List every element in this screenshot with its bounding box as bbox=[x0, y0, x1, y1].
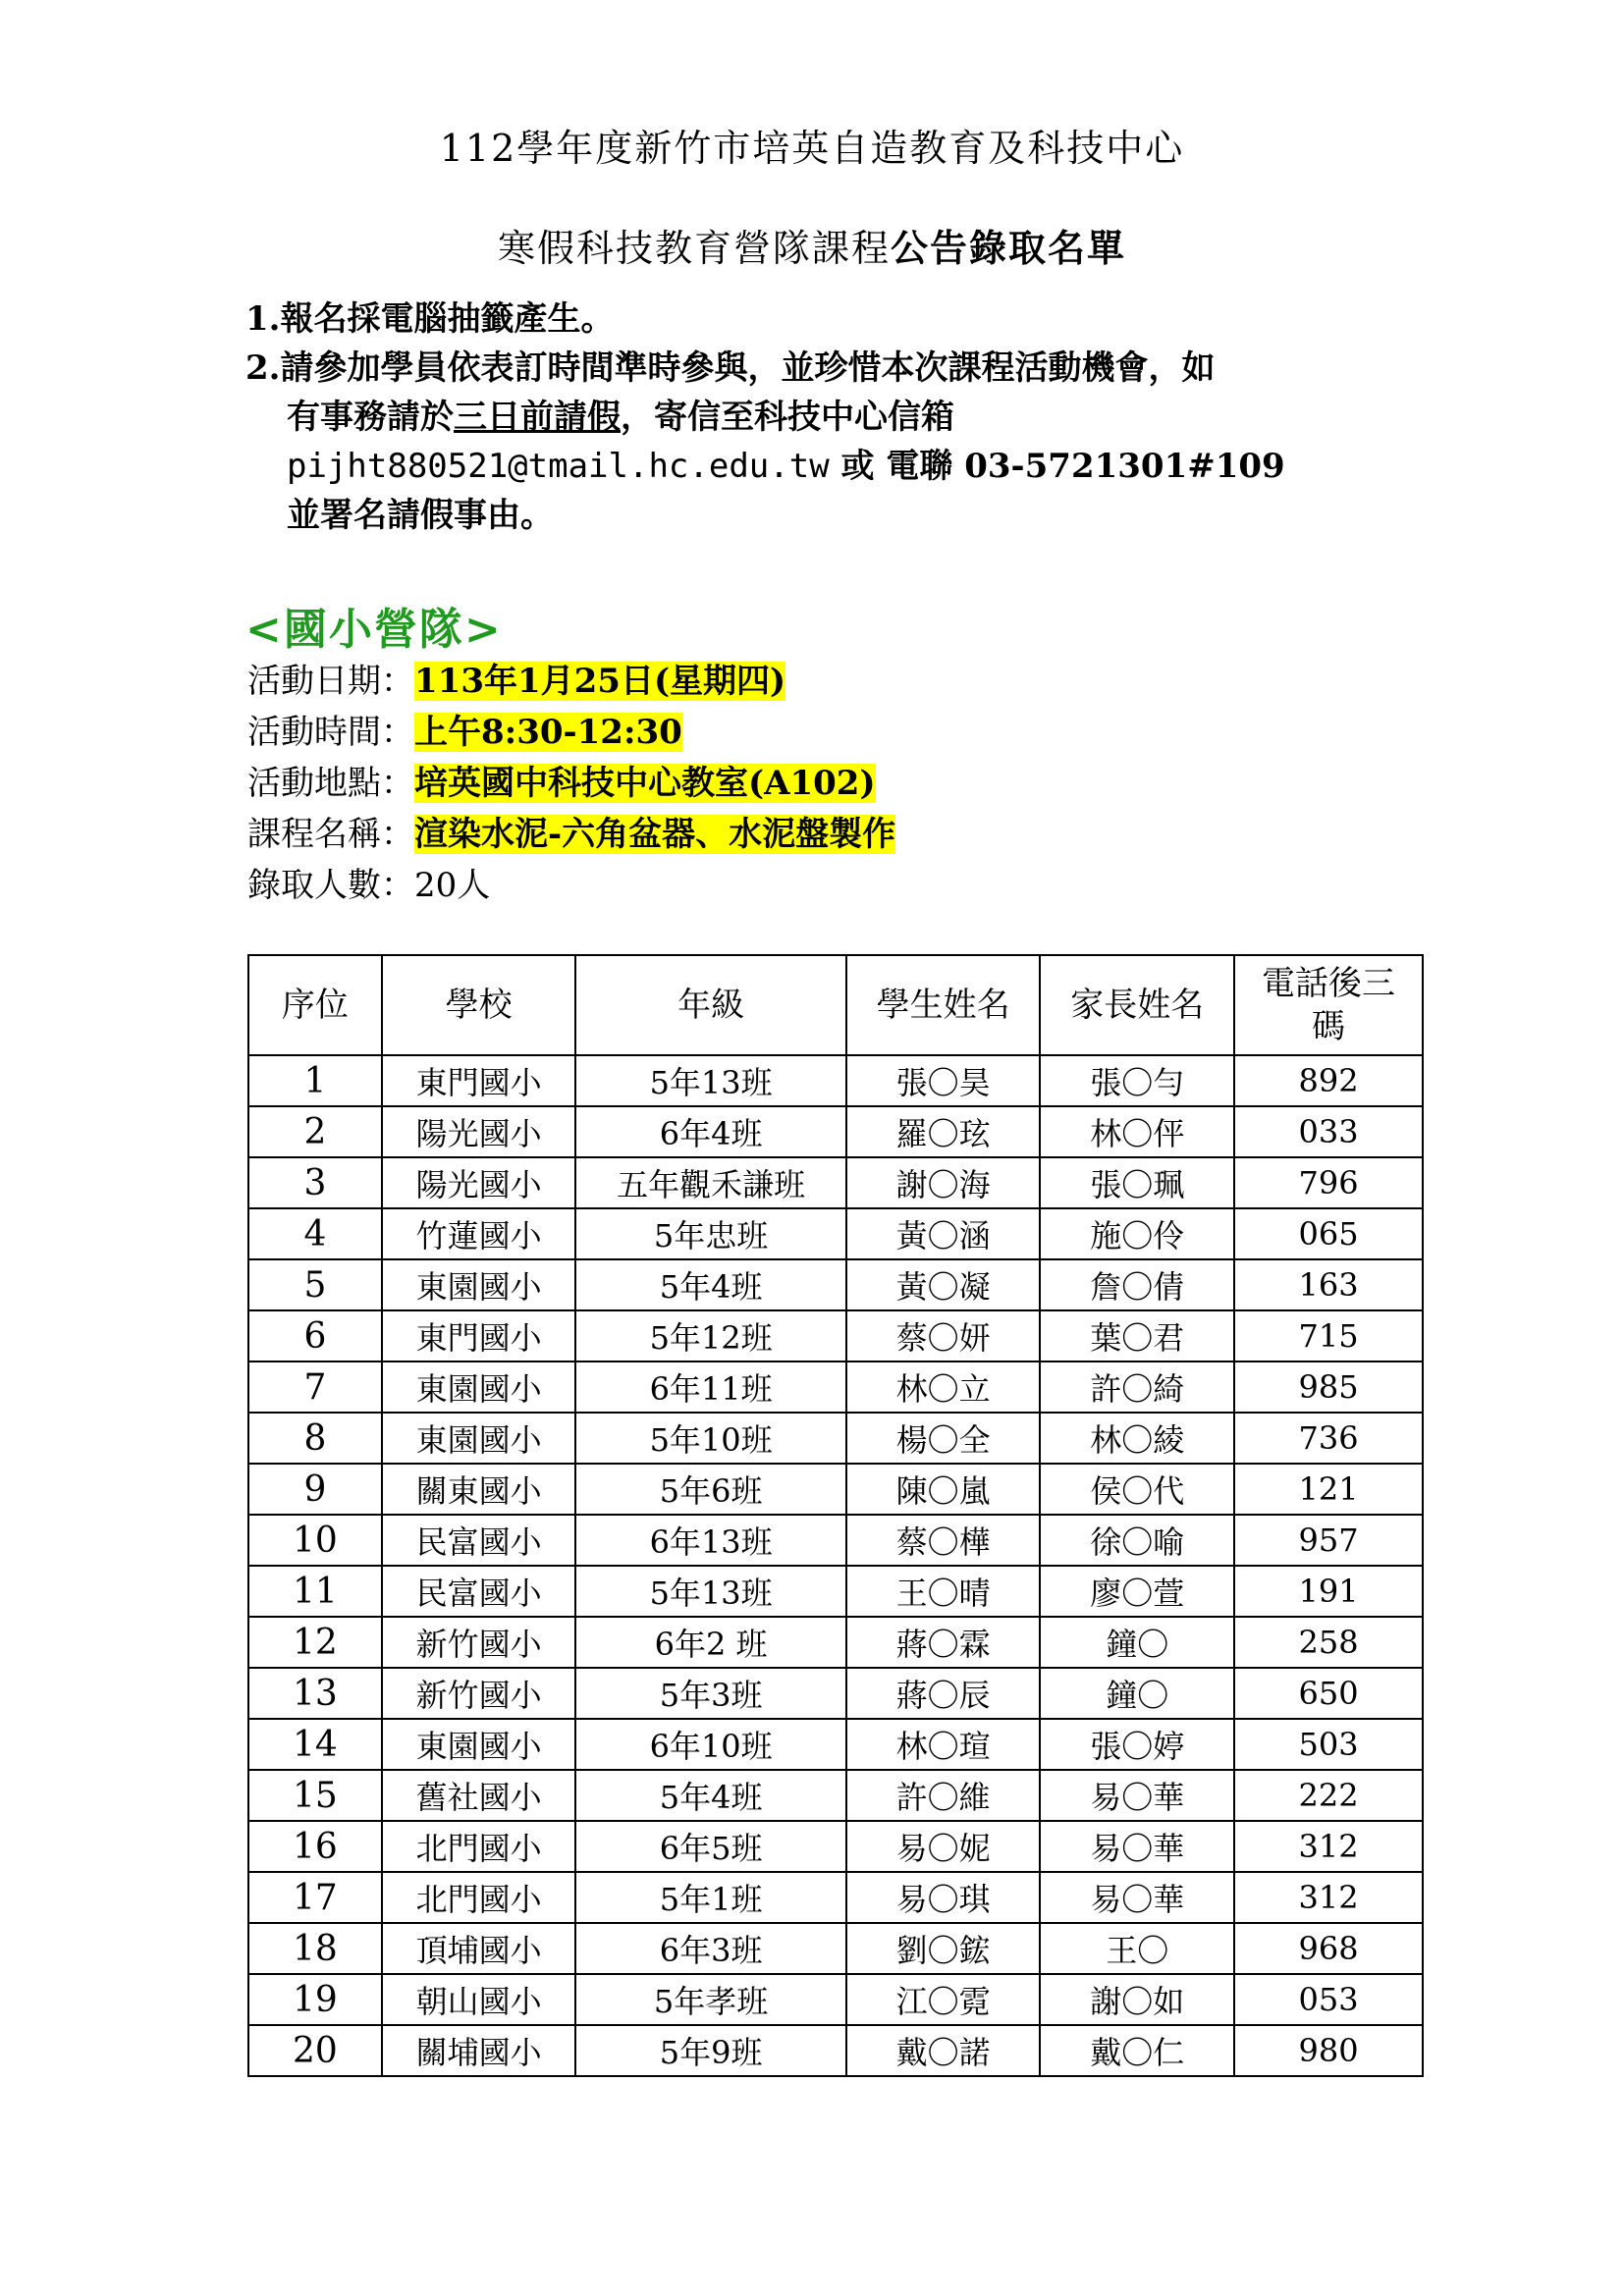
header-phone-text: 電話後三碼 bbox=[1262, 964, 1396, 1046]
table-row bbox=[248, 1362, 1423, 1413]
info-count bbox=[247, 860, 895, 911]
cell-parent: 張〇婷 bbox=[1040, 1719, 1234, 1770]
cell-phone: 033 bbox=[1234, 1106, 1423, 1157]
note-2b bbox=[245, 393, 1424, 442]
cell-school: 竹蓮國小 bbox=[382, 1208, 576, 1259]
cell-phone: 121 bbox=[1234, 1464, 1423, 1515]
cell-school: 東園國小 bbox=[382, 1719, 576, 1770]
cell-grade: 5年忠班 bbox=[575, 1208, 845, 1259]
cell-student: 易〇妮 bbox=[846, 1821, 1041, 1872]
cell-student: 張〇昊 bbox=[846, 1055, 1041, 1106]
cell-parent: 廖〇萱 bbox=[1040, 1566, 1234, 1617]
cell-rank: 20 bbox=[248, 2025, 382, 2076]
cell-rank: 1 bbox=[248, 1055, 382, 1106]
cell-grade: 6年11班 bbox=[575, 1362, 845, 1413]
info-course-label: 課程名稱： bbox=[247, 815, 414, 854]
cell-grade: 5年6班 bbox=[575, 1464, 845, 1515]
cell-rank: 5 bbox=[248, 1259, 382, 1310]
cell-grade: 5年3班 bbox=[575, 1668, 845, 1719]
cell-student: 陳〇嵐 bbox=[846, 1464, 1041, 1515]
table-row bbox=[248, 1208, 1423, 1259]
document-subtitle bbox=[0, 218, 1624, 272]
info-count-label: 錄取人數： bbox=[247, 866, 414, 905]
info-time bbox=[247, 707, 895, 758]
cell-parent: 易〇華 bbox=[1040, 1821, 1234, 1872]
cell-rank: 9 bbox=[248, 1464, 382, 1515]
table-row bbox=[248, 1923, 1423, 1974]
cell-rank: 3 bbox=[248, 1157, 382, 1208]
cell-school: 朝山國小 bbox=[382, 1974, 576, 2025]
cell-student: 蔣〇霖 bbox=[846, 1617, 1041, 1668]
cell-student: 易〇琪 bbox=[846, 1872, 1041, 1923]
cell-parent: 鐘〇 bbox=[1040, 1617, 1234, 1668]
cell-grade: 5年孝班 bbox=[575, 1974, 845, 2025]
cell-parent: 詹〇倩 bbox=[1040, 1259, 1234, 1310]
cell-student: 楊〇全 bbox=[846, 1413, 1041, 1464]
table-row bbox=[248, 1106, 1423, 1157]
cell-grade: 6年5班 bbox=[575, 1821, 845, 1872]
cell-rank: 4 bbox=[248, 1208, 382, 1259]
cell-grade: 6年3班 bbox=[575, 1923, 845, 1974]
cell-grade: 5年12班 bbox=[575, 1310, 845, 1362]
document-title: 112學年度新竹市培英自造教育及科技中心 bbox=[439, 127, 1185, 170]
table-header-row bbox=[248, 955, 1423, 1055]
cell-grade: 5年4班 bbox=[575, 1770, 845, 1821]
cell-student: 蔡〇妍 bbox=[846, 1310, 1041, 1362]
cell-rank: 17 bbox=[248, 1872, 382, 1923]
cell-student: 蔣〇辰 bbox=[846, 1668, 1041, 1719]
table-row bbox=[248, 1872, 1423, 1923]
cell-grade: 5年1班 bbox=[575, 1872, 845, 1923]
cell-school: 關東國小 bbox=[382, 1464, 576, 1515]
cell-phone: 736 bbox=[1234, 1413, 1423, 1464]
note-2b-post: ，寄信至科技中心信箱 bbox=[621, 398, 954, 437]
cell-parent: 許〇綺 bbox=[1040, 1362, 1234, 1413]
cell-school: 東門國小 bbox=[382, 1310, 576, 1362]
info-count-value: 20人 bbox=[414, 866, 491, 905]
header-phone bbox=[1234, 955, 1423, 1055]
table-row bbox=[248, 1974, 1423, 2025]
cell-parent: 侯〇代 bbox=[1040, 1464, 1234, 1515]
cell-school: 陽光國小 bbox=[382, 1106, 576, 1157]
cell-school: 頂埔國小 bbox=[382, 1923, 576, 1974]
cell-rank: 16 bbox=[248, 1821, 382, 1872]
note-2c bbox=[245, 442, 1424, 491]
cell-rank: 19 bbox=[248, 1974, 382, 2025]
admission-table bbox=[247, 954, 1424, 2077]
cell-parent: 王〇 bbox=[1040, 1923, 1234, 1974]
cell-school: 新竹國小 bbox=[382, 1617, 576, 1668]
cell-student: 黃〇凝 bbox=[846, 1259, 1041, 1310]
table-row bbox=[248, 1515, 1423, 1566]
cell-student: 王〇晴 bbox=[846, 1566, 1041, 1617]
cell-school: 東園國小 bbox=[382, 1259, 576, 1310]
cell-student: 羅〇玹 bbox=[846, 1106, 1041, 1157]
note-2a: 2.請參加學員依表訂時間準時參與，並珍惜本次課程活動機會，如 bbox=[245, 348, 1216, 388]
table-row bbox=[248, 1413, 1423, 1464]
table-row bbox=[248, 1055, 1423, 1106]
cell-rank: 7 bbox=[248, 1362, 382, 1413]
cell-parent: 謝〇如 bbox=[1040, 1974, 1234, 2025]
cell-school: 舊社國小 bbox=[382, 1770, 576, 1821]
cell-phone: 222 bbox=[1234, 1770, 1423, 1821]
table-row bbox=[248, 1617, 1423, 1668]
cell-student: 林〇立 bbox=[846, 1362, 1041, 1413]
info-date-value: 113年1月25日(星期四) bbox=[414, 662, 786, 701]
cell-parent: 鐘〇 bbox=[1040, 1668, 1234, 1719]
table-row bbox=[248, 1770, 1423, 1821]
cell-student: 戴〇諾 bbox=[846, 2025, 1041, 2076]
cell-grade: 五年觀禾謙班 bbox=[575, 1157, 845, 1208]
info-course-value: 渲染水泥-六角盆器、水泥盤製作 bbox=[414, 815, 896, 854]
header-grade: 年級 bbox=[575, 955, 845, 1055]
cell-school: 東園國小 bbox=[382, 1413, 576, 1464]
info-time-value: 上午8:30-12:30 bbox=[414, 713, 682, 752]
cell-parent: 施〇伶 bbox=[1040, 1208, 1234, 1259]
cell-grade: 5年13班 bbox=[575, 1566, 845, 1617]
cell-grade: 6年2 班 bbox=[575, 1617, 845, 1668]
contact-phone: 或 電聯 03-5721301#109 bbox=[829, 447, 1285, 486]
cell-school: 東門國小 bbox=[382, 1055, 576, 1106]
table-row bbox=[248, 1464, 1423, 1515]
cell-rank: 8 bbox=[248, 1413, 382, 1464]
section-title: <國小營隊> bbox=[245, 605, 503, 655]
cell-grade: 6年4班 bbox=[575, 1106, 845, 1157]
table-row bbox=[248, 1157, 1423, 1208]
info-date-label: 活動日期： bbox=[247, 662, 414, 701]
notes-block bbox=[245, 294, 1424, 540]
cell-phone: 503 bbox=[1234, 1719, 1423, 1770]
note-2b-pre: 有事務請於 bbox=[287, 398, 454, 437]
cell-rank: 15 bbox=[248, 1770, 382, 1821]
cell-phone: 968 bbox=[1234, 1923, 1423, 1974]
cell-student: 謝〇海 bbox=[846, 1157, 1041, 1208]
table-row bbox=[248, 1821, 1423, 1872]
cell-rank: 14 bbox=[248, 1719, 382, 1770]
cell-phone: 163 bbox=[1234, 1259, 1423, 1310]
table-row bbox=[248, 2025, 1423, 2076]
cell-school: 北門國小 bbox=[382, 1872, 576, 1923]
table-row bbox=[248, 1719, 1423, 1770]
cell-rank: 13 bbox=[248, 1668, 382, 1719]
cell-phone: 957 bbox=[1234, 1515, 1423, 1566]
cell-grade: 6年13班 bbox=[575, 1515, 845, 1566]
header-student: 學生姓名 bbox=[846, 955, 1041, 1055]
note-2d: 並署名請假事由。 bbox=[287, 496, 554, 535]
cell-phone: 980 bbox=[1234, 2025, 1423, 2076]
activity-info bbox=[247, 656, 895, 911]
cell-parent: 林〇伻 bbox=[1040, 1106, 1234, 1157]
cell-grade: 5年9班 bbox=[575, 2025, 845, 2076]
cell-parent: 林〇綾 bbox=[1040, 1413, 1234, 1464]
note-2b-underline: 三日前請假 bbox=[454, 398, 621, 437]
table-row bbox=[248, 1668, 1423, 1719]
cell-student: 蔡〇樺 bbox=[846, 1515, 1041, 1566]
cell-school: 陽光國小 bbox=[382, 1157, 576, 1208]
cell-rank: 18 bbox=[248, 1923, 382, 1974]
info-place bbox=[247, 758, 895, 809]
cell-student: 黃〇涵 bbox=[846, 1208, 1041, 1259]
cell-phone: 053 bbox=[1234, 1974, 1423, 2025]
cell-parent: 張〇勻 bbox=[1040, 1055, 1234, 1106]
cell-student: 林〇瑄 bbox=[846, 1719, 1041, 1770]
cell-phone: 796 bbox=[1234, 1157, 1423, 1208]
cell-grade: 5年13班 bbox=[575, 1055, 845, 1106]
subtitle-bold: 公告錄取名單 bbox=[891, 226, 1127, 270]
cell-phone: 715 bbox=[1234, 1310, 1423, 1362]
cell-phone: 258 bbox=[1234, 1617, 1423, 1668]
info-date bbox=[247, 656, 895, 707]
cell-rank: 2 bbox=[248, 1106, 382, 1157]
cell-school: 東園國小 bbox=[382, 1362, 576, 1413]
header-parent: 家長姓名 bbox=[1040, 955, 1234, 1055]
cell-parent: 易〇華 bbox=[1040, 1872, 1234, 1923]
cell-parent: 易〇華 bbox=[1040, 1770, 1234, 1821]
cell-student: 許〇維 bbox=[846, 1770, 1041, 1821]
cell-phone: 312 bbox=[1234, 1872, 1423, 1923]
cell-phone: 065 bbox=[1234, 1208, 1423, 1259]
info-course bbox=[247, 809, 895, 860]
cell-phone: 191 bbox=[1234, 1566, 1423, 1617]
cell-student: 劉〇鋐 bbox=[846, 1923, 1041, 1974]
subtitle-normal: 寒假科技教育營隊課程 bbox=[497, 227, 891, 270]
cell-rank: 10 bbox=[248, 1515, 382, 1566]
cell-rank: 11 bbox=[248, 1566, 382, 1617]
info-place-value: 培英國中科技中心教室(A102) bbox=[414, 764, 876, 803]
cell-parent: 張〇珮 bbox=[1040, 1157, 1234, 1208]
cell-school: 關埔國小 bbox=[382, 2025, 576, 2076]
cell-phone: 892 bbox=[1234, 1055, 1423, 1106]
table-row bbox=[248, 1259, 1423, 1310]
note-1: 1.報名採電腦抽籤產生。 bbox=[245, 299, 615, 339]
contact-email[interactable]: pijht880521@tmail.hc.edu.tw bbox=[287, 447, 830, 486]
cell-phone: 312 bbox=[1234, 1821, 1423, 1872]
cell-phone: 985 bbox=[1234, 1362, 1423, 1413]
cell-school: 新竹國小 bbox=[382, 1668, 576, 1719]
cell-school: 民富國小 bbox=[382, 1566, 576, 1617]
table-row bbox=[248, 1310, 1423, 1362]
cell-grade: 6年10班 bbox=[575, 1719, 845, 1770]
cell-rank: 6 bbox=[248, 1310, 382, 1362]
cell-grade: 5年10班 bbox=[575, 1413, 845, 1464]
cell-parent: 葉〇君 bbox=[1040, 1310, 1234, 1362]
cell-school: 民富國小 bbox=[382, 1515, 576, 1566]
cell-school: 北門國小 bbox=[382, 1821, 576, 1872]
cell-rank: 12 bbox=[248, 1617, 382, 1668]
header-rank: 序位 bbox=[248, 955, 382, 1055]
info-place-label: 活動地點： bbox=[247, 764, 414, 803]
cell-student: 江〇霓 bbox=[846, 1974, 1041, 2025]
cell-grade: 5年4班 bbox=[575, 1259, 845, 1310]
header-school: 學校 bbox=[382, 955, 576, 1055]
table-row bbox=[248, 1566, 1423, 1617]
info-time-label: 活動時間： bbox=[247, 713, 414, 752]
cell-parent: 徐〇喻 bbox=[1040, 1515, 1234, 1566]
cell-parent: 戴〇仁 bbox=[1040, 2025, 1234, 2076]
cell-phone: 650 bbox=[1234, 1668, 1423, 1719]
